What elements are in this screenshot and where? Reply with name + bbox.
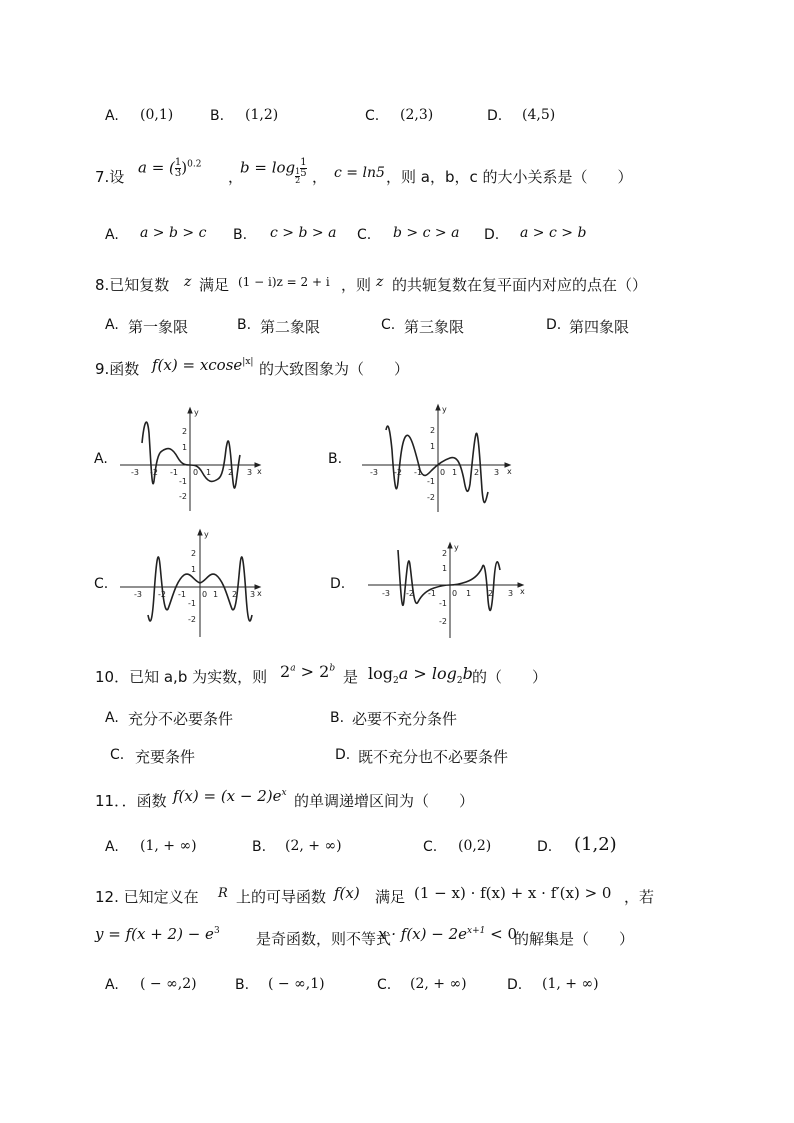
- graph-c-y-label: y: [204, 530, 209, 539]
- q9-prefix: 9.函数: [95, 360, 140, 378]
- q8-equation: (1 − i)z = 2 + i: [238, 275, 330, 289]
- graph-d-x-tick: -2: [406, 589, 414, 598]
- graph-a-x-tick: 2: [228, 468, 234, 477]
- graph-c-x-tick: 0: [202, 590, 208, 599]
- graph-a-y-tick: 2: [182, 427, 188, 436]
- q12-prefix: 12. 已知定义在: [95, 888, 199, 906]
- q6-option-a-letter: A.: [105, 108, 119, 124]
- graph-c-x-tick: 3: [250, 590, 256, 599]
- q12-option-a-letter: A.: [105, 977, 119, 993]
- q12-inequality: $x \cdot f(x) - 2e^{x+1} < 0$: [378, 925, 518, 943]
- graph-a-x-tick: 3: [247, 468, 253, 477]
- graph-c-x-tick: -1: [178, 590, 186, 599]
- q11-prefix: 11．．函数: [95, 792, 167, 810]
- graph-d-x-tick: 0: [452, 589, 458, 598]
- graph-c-y-tick: -2: [188, 615, 196, 624]
- graph-a-x-tick: 1: [206, 468, 212, 477]
- q6-option-b-text: (1,2): [245, 107, 279, 123]
- q12-option-c-letter: C.: [377, 977, 392, 993]
- graph-b-y-tick: 1: [430, 442, 436, 451]
- q10-prefix: 10．已知 a,b 为实数，则: [95, 668, 268, 686]
- q10-stem: 的（ ）: [472, 668, 548, 686]
- q8-option-b-letter: B.: [237, 317, 252, 333]
- q12-stem: 的解集是（ ）: [514, 930, 635, 948]
- q11-option-a-letter: A.: [105, 839, 119, 855]
- q7-option-b-letter: B.: [233, 227, 248, 243]
- graph-b-x-tick: -2: [394, 468, 402, 477]
- q8-mid: 满足: [199, 276, 230, 294]
- q12-option-d-letter: D.: [507, 977, 523, 993]
- graph-b-x-tick: -1: [414, 468, 422, 477]
- graph-b-x-tick: 2: [474, 468, 480, 477]
- graph-d-curve: [398, 550, 500, 610]
- q10-option-d-letter: D.: [335, 747, 351, 763]
- graph-b-x-tick: 0: [440, 468, 446, 477]
- q8-option-a-letter: A.: [105, 317, 119, 333]
- q6-option-c-letter: C.: [365, 108, 380, 124]
- q9-graph-c: [120, 525, 270, 640]
- graph-a-y-tick: 1: [182, 443, 188, 452]
- graph-b-y-tick: 2: [430, 426, 436, 435]
- graph-a-y-tick: -2: [179, 492, 187, 501]
- graph-d-y-tick: -2: [439, 617, 447, 626]
- graph-b-x-label: x: [507, 467, 512, 476]
- graph-d-x-tick: 2: [488, 589, 494, 598]
- graph-b-y-label: y: [442, 405, 447, 414]
- graph-d-x-label: x: [520, 587, 525, 596]
- q8-option-c-letter: C.: [381, 317, 396, 333]
- q10-condition-1: $2^a > 2^b$: [280, 662, 336, 681]
- q8-after: ，则: [341, 276, 372, 294]
- q8-prefix: 8.已知复数: [95, 276, 170, 294]
- graph-d-y-label: y: [454, 543, 459, 552]
- graph-d-x-tick: -3: [382, 589, 390, 598]
- graph-a-x-tick: -2: [150, 468, 158, 477]
- q7-prefix: 7.设: [95, 168, 125, 186]
- q8-option-c-text: 第三象限: [404, 318, 465, 336]
- q12-satisfy: 满足: [375, 888, 406, 906]
- q11-stem: 的单调递增区间为（ ）: [294, 792, 475, 810]
- graph-c-y-tick: -1: [188, 599, 196, 608]
- graph-d-x-tick: 3: [508, 589, 514, 598]
- q8-option-a-text: 第一象限: [128, 318, 189, 336]
- graph-d-y-tick: 2: [442, 549, 448, 558]
- graph-a-curve: [142, 422, 240, 488]
- q11-option-d-text: (1,2): [574, 834, 617, 855]
- graph-c-x-tick: -2: [158, 590, 166, 599]
- graph-b-y-tick: -2: [427, 493, 435, 502]
- q11-option-b-text: (2, + ∞): [285, 838, 342, 854]
- q11-option-d-letter: D.: [537, 839, 553, 855]
- graph-b-y-tick: -1: [427, 477, 435, 486]
- q9-graph-d: [368, 540, 528, 640]
- q6-option-c-text: (2,3): [400, 107, 434, 123]
- q8-option-b-text: 第二象限: [260, 318, 321, 336]
- q7-option-a-text: a > b > c: [140, 225, 207, 241]
- q11-option-c-text: (0,2): [458, 838, 492, 854]
- q7-a-expression: a = ( $\frac{1}{3}$ )$^{0.2}$: [138, 157, 202, 179]
- q12-option-b-text: ( − ∞,1): [268, 976, 325, 992]
- q7-a-lhs: a = (: [138, 158, 175, 177]
- q7-a-fraction: $\frac{1}{3}$: [174, 157, 182, 179]
- q8-var2: z: [376, 274, 384, 290]
- q10-option-b-letter: B.: [330, 710, 345, 726]
- q12-domain: R: [218, 886, 228, 901]
- q7-option-b-text: c > b > a: [270, 225, 337, 241]
- q9-function: f(x) = xcose$^{|x|}$: [152, 356, 254, 374]
- q12-line2-function: $y = f(x + 2) - e^3$: [95, 925, 220, 943]
- graph-b-x-tick: -3: [370, 468, 378, 477]
- graph-d-x-tick: 1: [466, 589, 472, 598]
- q10-option-d-text: 既不充分也不必要条件: [358, 748, 509, 766]
- q9-option-b-letter: B.: [328, 451, 343, 467]
- q9-option-a-letter: A.: [94, 451, 108, 467]
- graph-b-x-tick: 3: [494, 468, 500, 477]
- q6-option-d-letter: D.: [487, 108, 503, 124]
- q9-option-d-letter: D.: [330, 576, 346, 592]
- q7-option-a-letter: A.: [105, 227, 119, 243]
- graph-a-x-tick: 0: [193, 468, 199, 477]
- q12-option-d-text: (1, + ∞): [542, 976, 599, 992]
- q6-option-a-text: (0,1): [140, 107, 174, 123]
- graph-a-y-label: y: [194, 408, 199, 417]
- q10-is: 是: [343, 668, 359, 686]
- graph-c-x-label: x: [257, 589, 262, 598]
- graph-b-curve: [386, 426, 488, 502]
- q12-option-b-letter: B.: [235, 977, 250, 993]
- q10-option-c-text: 充要条件: [135, 748, 196, 766]
- graph-a-x-tick: -3: [131, 468, 139, 477]
- graph-c-x-tick: 2: [232, 590, 238, 599]
- q12-line2-mid: 是奇函数，则不等式: [256, 930, 392, 948]
- q8-option-d-text: 第四象限: [569, 318, 630, 336]
- q9-stem: 的大致图象为（ ）: [259, 360, 410, 378]
- q12-condition: (1 − x) · f(x) + x · f′(x) > 0: [414, 884, 612, 902]
- graph-c-y-tick: 2: [191, 549, 197, 558]
- graph-c-x-tick: 1: [213, 590, 219, 599]
- q12-option-c-text: (2, + ∞): [410, 976, 467, 992]
- graph-a-x-tick: -1: [170, 468, 178, 477]
- q10-option-c-letter: C.: [110, 747, 125, 763]
- q10-option-b-text: 必要不充分条件: [352, 710, 458, 728]
- q10-condition-2: $\log_2a > \log_2b$: [368, 664, 473, 687]
- q10-option-a-text: 充分不必要条件: [128, 710, 234, 728]
- q9-graph-a: [120, 403, 270, 513]
- q12-option-a-text: ( − ∞,2): [140, 976, 197, 992]
- q11-option-a-text: (1, + ∞): [140, 838, 197, 854]
- q7-option-d-letter: D.: [484, 227, 500, 243]
- q8-option-d-letter: D.: [546, 317, 562, 333]
- q7-b-expression: b = log $\frac{1}{2}$ $\frac{1}{5}$: [240, 157, 307, 185]
- graph-c-x-tick: -3: [134, 590, 142, 599]
- q6-option-b-letter: B.: [210, 108, 225, 124]
- q7-option-c-text: b > c > a: [393, 225, 460, 241]
- graph-d-y-tick: 1: [442, 564, 448, 573]
- graph-d-y-tick: -1: [439, 599, 447, 608]
- q6-option-d-text: (4,5): [522, 107, 556, 123]
- q12-if: ，若: [624, 888, 655, 906]
- q12-mid: 上的可导函数: [236, 888, 327, 906]
- graph-b-x-tick: 1: [452, 468, 458, 477]
- graph-a-x-label: x: [257, 467, 262, 476]
- q9-graph-b: [362, 400, 517, 515]
- graph-d-x-tick: -1: [428, 589, 436, 598]
- q11-function: $f(x) = (x - 2)e^x$: [173, 787, 287, 805]
- q8-stem: 的共轭复数在复平面内对应的点在（）: [392, 276, 648, 294]
- q10-option-a-letter: A.: [105, 710, 119, 726]
- q11-option-c-letter: C.: [423, 839, 438, 855]
- q12-func: f(x): [334, 884, 360, 902]
- q7-option-c-letter: C.: [357, 227, 372, 243]
- graph-a-y-tick: -1: [179, 477, 187, 486]
- q11-option-b-letter: B.: [252, 839, 267, 855]
- q7-option-d-text: a > c > b: [520, 225, 587, 241]
- q7-c-expression: c = ln5: [334, 165, 385, 181]
- q8-var: z: [184, 274, 192, 290]
- q7-stem: ，则 a，b，c 的大小关系是（ ）: [386, 168, 633, 186]
- q9-option-c-letter: C.: [94, 576, 109, 592]
- graph-c-y-tick: 1: [191, 565, 197, 574]
